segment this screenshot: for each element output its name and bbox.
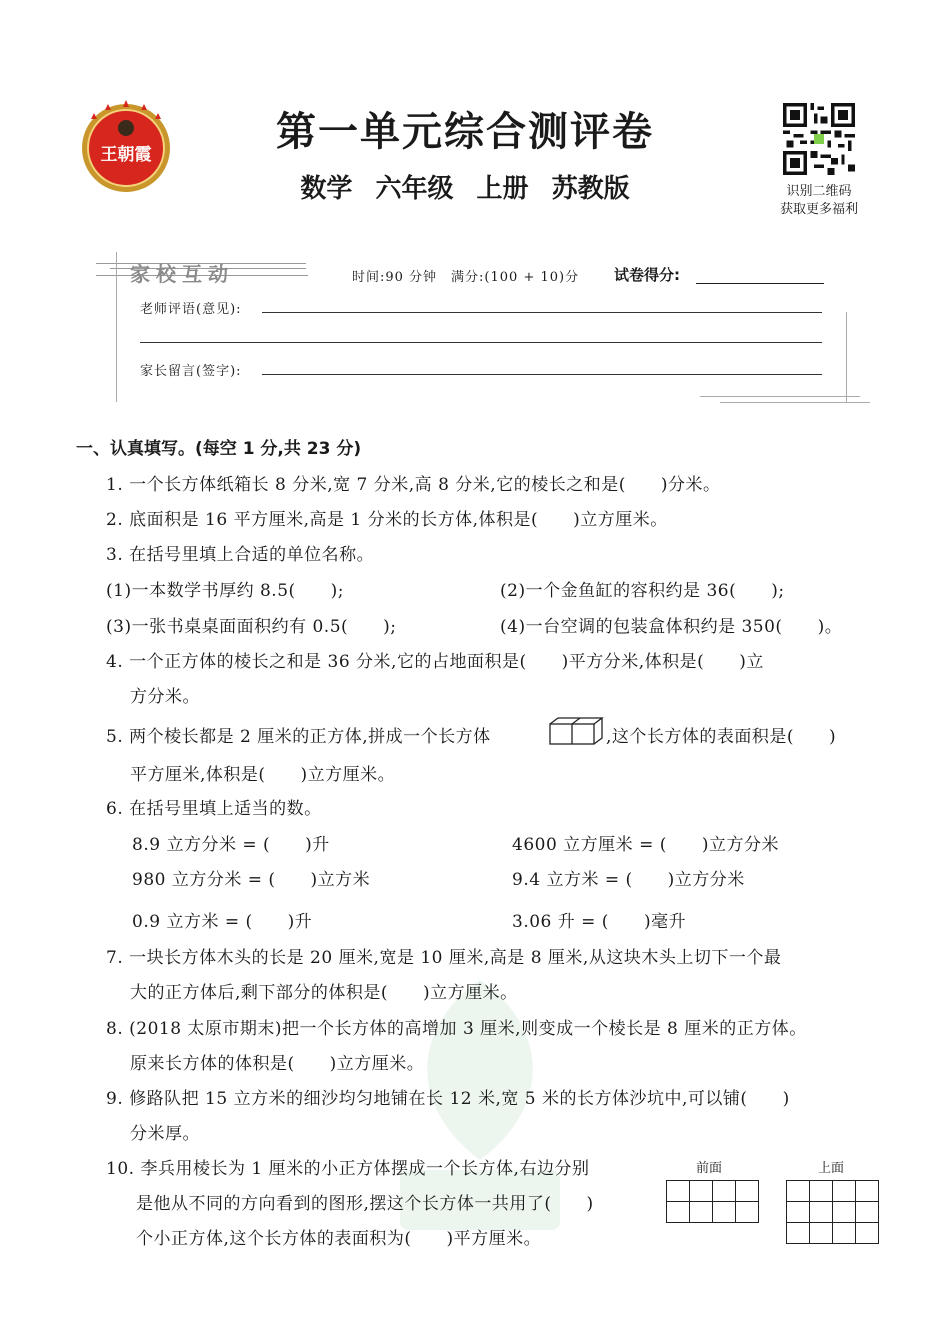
question-5-line2: 平方厘米,体积是( )立方厘米。 <box>130 765 396 785</box>
question-6-c: 980 立方分米 = ( )立方米 <box>132 870 371 890</box>
question-8: 8. (2018 太原市期末)把一个长方体的高增加 3 厘米,则变成一个棱长是 8 厘米的正方体。 <box>106 1019 807 1039</box>
question-6-b: 4600 立方厘米 = ( )立方分米 <box>512 835 779 855</box>
parent-note-line[interactable] <box>262 374 822 375</box>
question-4-cont: 方分米。 <box>130 687 200 707</box>
exam-time-and-score: 时间:90 分钟 满分:(100 + 10)分 <box>352 270 580 285</box>
question-1: 1. 一个长方体纸箱长 8 分米,宽 7 分米,高 8 分米,它的棱长之和是( )分米。 <box>106 475 721 495</box>
question-3-4: (4)一台空调的包装盒体积约是 350( )。 <box>500 617 843 637</box>
top-view-label: 上面 <box>818 1161 845 1176</box>
parent-note-label: 家长留言(签字): <box>140 364 242 379</box>
question-5: 5. 两个棱长都是 2 厘米的正方体,拼成一个长方体 <box>106 727 491 747</box>
home-school-badge: 家校互动 <box>130 262 234 286</box>
question-4: 4. 一个正方体的棱长之和是 36 分米,它的占地面积是( )平方分米,体积是( )立 <box>106 652 764 672</box>
qr-caption: 识别二维码 <box>786 184 852 199</box>
question-9: 9. 修路队把 15 立方米的细沙均匀地铺在长 12 米,宽 5 米的长方体沙坑中,可以铺( ) <box>106 1089 790 1109</box>
teacher-comment-line-2[interactable] <box>140 342 822 343</box>
question-6-d: 9.4 立方米 = ( )立方分米 <box>512 870 745 890</box>
front-view-grid <box>666 1180 759 1223</box>
question-3-1: (1)一本数学书厚约 8.5( ); <box>106 581 345 601</box>
box-frame <box>700 396 860 397</box>
question-7: 7. 一块长方体木头的长是 20 厘米,宽是 10 厘米,高是 8 厘米,从这块木头上切下一个最 <box>106 948 782 968</box>
question-6: 6. 在括号里填上适当的数。 <box>106 799 322 819</box>
page-subtitle: 数学 六年级 上册 苏教版 <box>300 174 630 204</box>
svg-text:王朝霞: 王朝霞 <box>100 145 152 165</box>
cuboid-figure <box>548 716 604 746</box>
section-heading: 一、认真填写。(每空 1 分,共 23 分) <box>76 439 362 459</box>
question-7-cont: 大的正方体后,剩下部分的体积是( )立方厘米。 <box>130 983 518 1003</box>
question-9-cont: 分米厚。 <box>130 1124 200 1144</box>
question-5-cont: ,这个长方体的表面积是( ) <box>606 727 837 747</box>
question-2: 2. 底面积是 16 平方厘米,高是 1 分米的长方体,体积是( )立方厘米。 <box>106 510 668 530</box>
question-3-3: (3)一张书桌桌面面积约有 0.5( ); <box>106 617 397 637</box>
question-8-cont: 原来长方体的体积是( )立方厘米。 <box>130 1054 425 1074</box>
box-frame <box>846 312 847 402</box>
question-10-line3: 个小正方体,这个长方体的表面积为( )平方厘米。 <box>136 1229 542 1249</box>
page-title: 第一单元综合测评卷 <box>276 109 654 155</box>
teacher-comment-line[interactable] <box>262 312 822 313</box>
question-3: 3. 在括号里填上合适的单位名称。 <box>106 545 375 565</box>
question-6-f: 3.06 升 = ( )毫升 <box>512 912 687 932</box>
qr-code[interactable] <box>783 103 855 175</box>
question-3-2: (2)一个金鱼缸的容积约是 36( ); <box>500 581 785 601</box>
box-frame <box>116 252 117 402</box>
question-10: 10. 李兵用棱长为 1 厘米的小正方体摆成一个长方体,右边分别 <box>106 1159 590 1179</box>
qr-caption-2: 获取更多福利 <box>779 202 858 217</box>
top-view-grid <box>786 1180 879 1244</box>
teacher-comment-label: 老师评语(意见): <box>140 302 242 317</box>
front-view-label: 前面 <box>696 1161 723 1176</box>
question-10-cont: 是他从不同的方向看到的图形,摆这个长方体一共用了( ) <box>136 1194 594 1214</box>
score-label: 试卷得分: <box>614 266 680 284</box>
box-frame <box>720 402 870 403</box>
question-6-a: 8.9 立方分米 = ( )升 <box>132 835 330 855</box>
question-6-e: 0.9 立方米 = ( )升 <box>132 912 313 932</box>
score-field[interactable] <box>696 283 824 284</box>
